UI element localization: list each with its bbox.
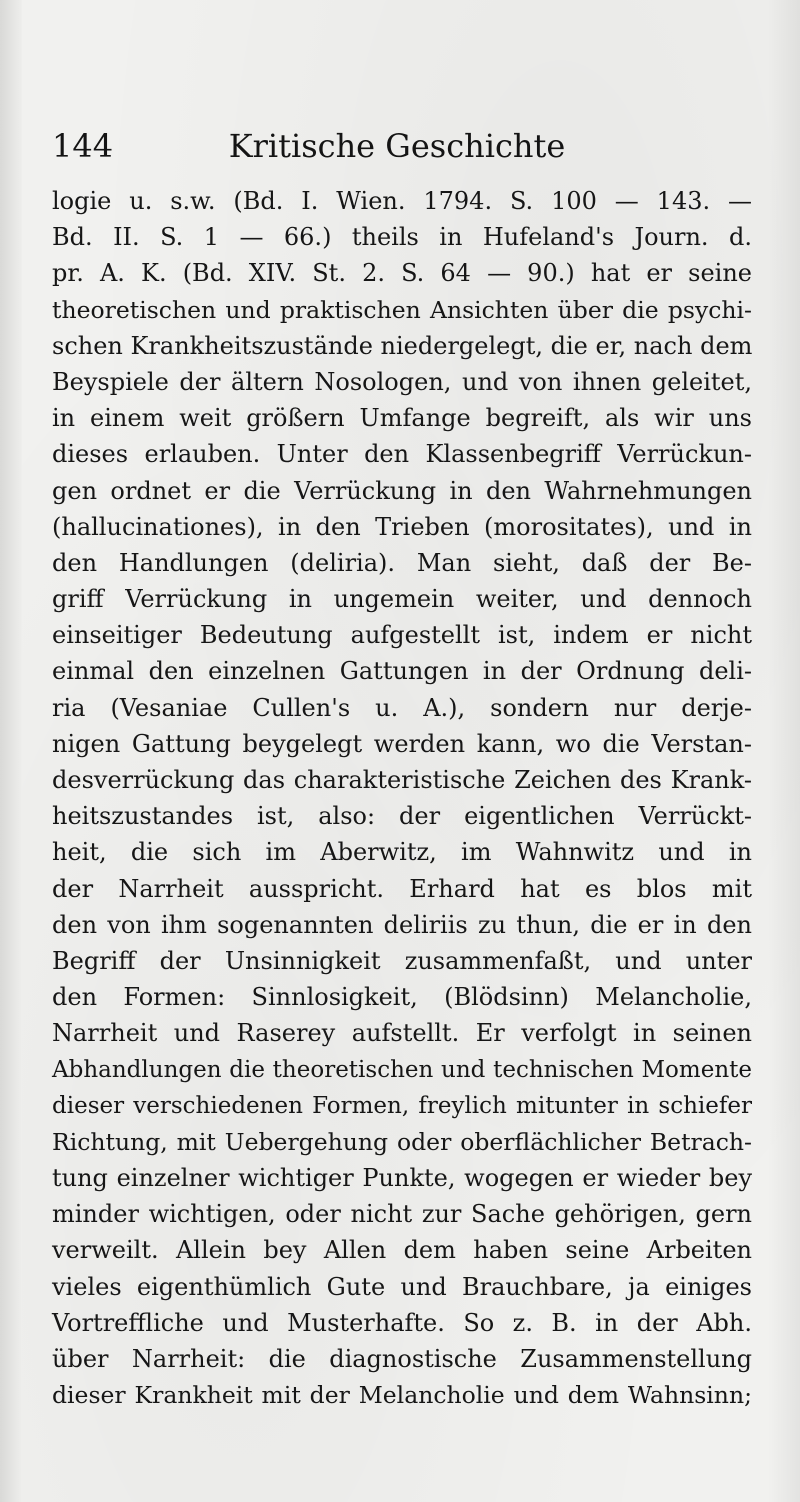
- text-line: gen ordnet er die Verrückung in den Wahrnehmungen: [52, 476, 752, 505]
- text-line: vieles eigenthümlich Gute und Brauchbare, ja einiges: [52, 1272, 752, 1301]
- text-line: Beyspiele der ältern Nosologen, und von ihnen geleitet,: [52, 367, 752, 396]
- text-line: tung einzelner wichtiger Punkte, wogegen er wieder bey: [52, 1164, 752, 1193]
- text-line: Narrheit und Raserey aufstellt. Er verfolgt in seinen: [52, 1019, 752, 1048]
- text-line: dieser Krankheit mit der Melancholie und dem Wahnsinn;: [52, 1381, 752, 1410]
- text-line: in einem weit größern Umfange begreift, als wir uns: [52, 404, 752, 433]
- body-text: [52, 183, 752, 1413]
- text-line: Vortreffliche und Musterhafte. So z. B. in der Abh.: [52, 1308, 752, 1337]
- page-gutter-shadow: [0, 0, 22, 1502]
- text-line: griff Verrückung in ungemein weiter, und dennoch: [52, 585, 752, 614]
- text-line: einmal den einzelnen Gattungen in der Ordnung deli-: [52, 657, 752, 686]
- text-line: den Handlungen (deliria). Man sieht, daß der Be-: [52, 548, 752, 577]
- text-line: den Formen: Sinnlosigkeit, (Blödsinn) Melancholie,: [52, 983, 752, 1012]
- text-line: Bd. II. S. 1 — 66.) theils in Hufeland's Journ. d.: [52, 223, 752, 252]
- text-line: logie u. s.w. (Bd. I. Wien. 1794. S. 100 — 143. —: [52, 187, 752, 215]
- text-line: nigen Gattung beygelegt werden kann, wo die Verstan-: [52, 729, 752, 758]
- text-line: desverrückung das charakteristische Zeichen des Krank-: [52, 766, 752, 794]
- running-header: [52, 126, 742, 166]
- text-line: der Narrheit ausspricht. Erhard hat es blos mit: [52, 874, 752, 903]
- text-line: Abhandlungen die theoretischen und technischen Momente: [52, 1056, 752, 1083]
- text-line: dieser verschiedenen Formen, freylich mitunter in schiefer: [52, 1092, 752, 1119]
- page-edge-shadow: [768, 0, 800, 1502]
- text-line: schen Krankheitszustände niedergelegt, die er, nach dem: [52, 331, 753, 360]
- text-line: (hallucinationes), in den Trieben (morositates), und in: [52, 512, 752, 541]
- text-line: pr. A. K. (Bd. XIV. St. 2. S. 64 — 90.) hat er seine: [52, 259, 752, 288]
- text-line: einseitiger Bedeutung aufgestellt ist, indem er nicht: [52, 621, 752, 650]
- text-line: Richtung, mit Uebergehung oder oberflächlicher Betrach-: [52, 1127, 752, 1156]
- text-line: verweilt. Allein bey Allen dem haben seine Arbeiten: [52, 1236, 752, 1265]
- text-line: minder wichtigen, oder nicht zur Sache gehörigen, gern: [52, 1200, 752, 1229]
- text-line: heitszustandes ist, also: der eigentlichen Verrückt-: [52, 802, 752, 831]
- text-line: dieses erlauben. Unter den Klassenbegriff Verrückun-: [52, 440, 752, 469]
- text-line: den von ihm sogenannten deliriis zu thun, die er in den: [52, 910, 752, 939]
- text-line: ria (Vesaniae Cullen's u. A.), sondern nur derje-: [52, 693, 752, 722]
- text-line: heit, die sich im Aberwitz, im Wahnwitz und in: [52, 838, 752, 867]
- text-line: über Narrheit: die diagnostische Zusammenstellung: [52, 1345, 752, 1373]
- running-title: Kritische Geschichte: [228, 127, 566, 165]
- text-line: Begriff der Unsinnigkeit zusammenfaßt, und unter: [52, 946, 752, 975]
- page-number: 144: [52, 127, 114, 165]
- text-line: theoretischen und praktischen Ansichten über die psychi-: [52, 295, 752, 324]
